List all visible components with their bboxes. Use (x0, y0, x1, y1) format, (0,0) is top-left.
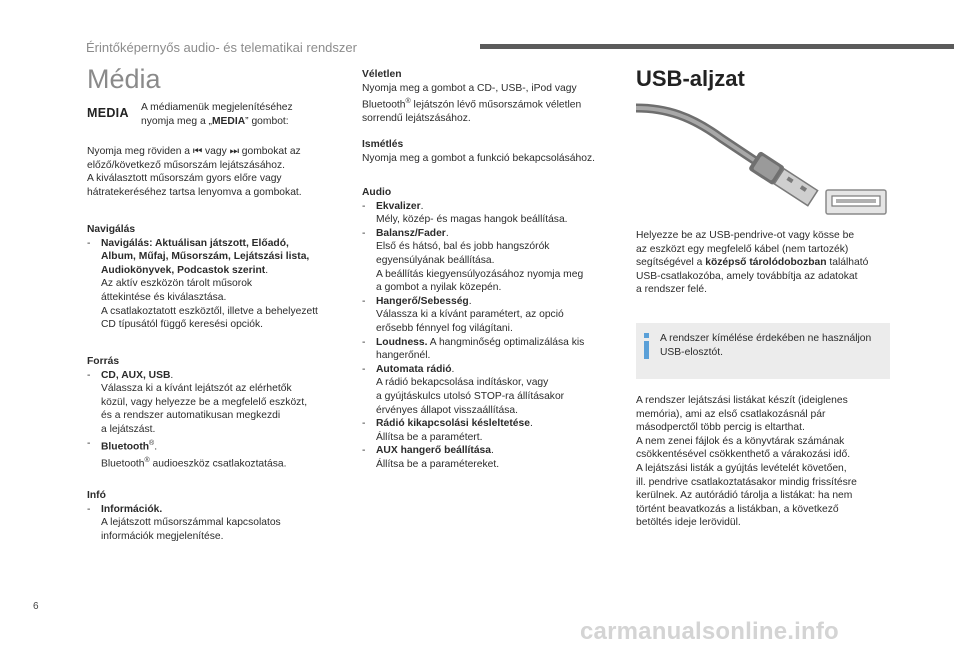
section-title: Audio (362, 187, 392, 198)
source-line: Válassza ki a kívánt lejátszót az elérhetők (101, 383, 292, 395)
usb-line: a rendszer felé. (636, 284, 707, 296)
info-line: információk megjelenítése. (101, 530, 224, 542)
info-section (87, 489, 342, 543)
audio-item-line: A rádió bekapcsolása indításkor, vagy (376, 377, 549, 389)
audio-item (362, 363, 624, 377)
section-title: Ismétlés (362, 139, 404, 150)
media-intro-line: A médiamenük megjelenítéséhez (141, 102, 293, 113)
watermark-text: carmanualsonline.info (580, 618, 839, 645)
source-item-bold: Bluetooth (101, 440, 150, 452)
audio-item-tail: . (420, 200, 424, 212)
bullet-dash: - (87, 369, 91, 381)
paragraph-line: hátratekeréséhez tartsa lenyomva a gombokat. (87, 186, 302, 198)
bullet-dash: - (87, 503, 91, 515)
audio-item-bold: Hangerő/Sebesség (376, 295, 469, 307)
audio-item (362, 444, 624, 458)
source-line: audioeszköz csatlakoztatása. (149, 458, 287, 469)
bullet-dash: - (362, 363, 366, 375)
nav-item-bold: Audiokönyvek, Podcastok szerint (101, 264, 266, 276)
section-title: Forrás (87, 356, 120, 367)
random-section: Véletlen Nyomja meg a gombot a CD-, USB-, iPod vagy Bluetooth® lejátszón lévő műsorszámok véletlen sorrendű lejátszásához. (362, 69, 582, 125)
usb-line: csökkentésével csökkenthető a várakozási idő. (636, 449, 851, 461)
audio-item-line: erősebb fénnyel fog világítani. (376, 322, 513, 334)
media-intro-text: ” gombot: (245, 115, 289, 127)
nav-line: CD típusától függő keresési opciók. (101, 319, 263, 331)
random-line: lejátszón lévő műsorszámok véletlen (410, 99, 582, 111)
audio-item-tail: . (491, 445, 494, 457)
usb-line: történt beavatkozás a listákban, a következő (636, 503, 839, 515)
repeat-line: Nyomja meg a gombot a funkció bekapcsolásához. (362, 152, 595, 164)
section-heading-usb: USB-aljzat (636, 66, 745, 91)
media-button-icon: MEDIA (87, 106, 129, 120)
usb-plug-illustration (636, 98, 890, 216)
nav-item-bold: Navigálás: Aktuálisan játszott, Előadó, (101, 237, 289, 249)
playback-paragraph (87, 145, 337, 199)
nav-line: A csatlakoztatott eszköztől, illetve a behelyezett (101, 305, 318, 317)
audio-item-bold: Automata rádió (376, 363, 452, 375)
source-line: Bluetooth (101, 458, 145, 469)
audio-item (362, 200, 624, 214)
usb-line: Helyezze be az USB-pendrive-ot vagy kösse be (636, 230, 855, 241)
audio-item-tail: . (529, 418, 533, 430)
info-icon (644, 333, 649, 359)
nav-section: Navigálás - Navigálás: Aktuálisan játszott, Előadó, Album, Műfaj, Műsorszám, Lejátszási lista, Audiokönyvek, Podcastok szerint. Az aktív eszközön tárolt műsorok áttekintése és kiválasztása. A csatlakoztatott eszköztől, illetve a behelyezett CD típusától függő keresési opciók. (87, 223, 342, 332)
media-intro (141, 101, 341, 128)
usb-line: memória), ami az első csatlakozásnál pár (636, 408, 826, 420)
paragraph-line: Nyomja meg röviden a ⏮ vagy ⏭ gombokat az (87, 146, 301, 157)
bullet-dash: - (87, 437, 91, 449)
usb-line: kerülnek. Az autórádió tárolja a listákat: ha nem (636, 490, 853, 502)
bullet-dash: - (362, 336, 366, 348)
info-note-box (636, 323, 890, 379)
source-item-bold: CD, AUX, USB (101, 369, 171, 381)
info-note-line: A rendszer kímélése érdekében ne használjon (660, 333, 872, 344)
usb-line-bold: középső tárolódobozban (705, 257, 827, 269)
audio-item-line: érvényes állapot visszaállítása. (376, 404, 518, 416)
audio-item-line: a gyújtáskulcs utolsó STOP-ra állításakor (376, 390, 565, 402)
audio-item (362, 417, 624, 431)
usb-line: A nem zenei fájlok és a könyvtárak számának (636, 435, 845, 447)
usb-line: található (826, 257, 869, 269)
audio-item-bold: Ekvalizer (376, 200, 421, 212)
usb-paragraph-1 (636, 229, 898, 297)
bullet-dash: - (362, 418, 366, 430)
info-note-line: USB-elosztót. (660, 346, 723, 358)
section-title: Navigálás (87, 224, 136, 235)
source-section: Forrás - CD, AUX, USB. Válassza ki a kívánt lejátszót az elérhetők közül, vagy helyezze be a megfelelő eszközt, és a rendszer automatikusan megkezdi a lejátszást. - Bluetooth®. Bluetooth® audioeszköz csatlakoztatása. (87, 355, 342, 471)
nav-line: áttekintése és kiválasztása. (101, 291, 227, 303)
usb-line: USB-csatlakozóba, amely továbbítja az adatokat (636, 270, 858, 282)
paragraph-line: A kiválasztott műsorszám gyors előre vagy (87, 173, 282, 185)
random-line: Bluetooth (362, 99, 406, 111)
audio-item-line: Válassza ki a kívánt paramétert, az opció (376, 309, 564, 321)
bullet-dash: - (362, 295, 366, 307)
random-line: sorrendű lejátszásához. (362, 113, 471, 125)
document-header-title: Érintőképernyős audio- és telematikai rendszer (86, 40, 357, 55)
nav-item-bold: Album, Műfaj, Műsorszám, Lejátszási lista, (101, 251, 310, 263)
audio-item-line: egyensúlyának beállítása. (376, 254, 495, 266)
audio-item (362, 336, 624, 350)
audio-item-line: Első és hátsó, bal és jobb hangszórók (376, 241, 550, 253)
section-title: Véletlen (362, 69, 402, 80)
audio-item-tail: . (451, 363, 455, 375)
section-heading-media: Média (87, 64, 161, 94)
audio-item-bold: Loudness. (376, 336, 428, 348)
audio-item-line: a gombot a nyilak közepén. (376, 282, 502, 294)
audio-item (362, 227, 624, 241)
bullet-dash: - (362, 445, 366, 457)
usb-line: másodperctől több percig is eltarthat. (636, 422, 805, 434)
usb-line: az eszközt egy megfelelő kábel (nem tartozék) (636, 243, 849, 255)
audio-item-tail: A hangminőség optimalizálása kis (427, 336, 585, 348)
audio-item-bold: AUX hangerő beállítása (376, 445, 492, 457)
repeat-section (362, 138, 622, 165)
source-line: a lejátszást. (101, 423, 156, 435)
media-intro-bold: MEDIA (211, 115, 246, 127)
audio-item-bold: Rádió kikapcsolási késleltetése (376, 418, 530, 430)
audio-item-line: Mély, közép- és magas hangok beállítása. (376, 214, 568, 226)
media-intro-text: nyomja meg a „ (141, 115, 212, 127)
audio-section (362, 186, 624, 471)
usb-line: ill. pendrive csatlakoztatásakor mindig frissítésre (636, 476, 857, 488)
audio-item-bold: Balansz/Fader (376, 227, 446, 239)
bullet-dash: - (87, 237, 91, 249)
header-rule (480, 44, 954, 49)
audio-item-line: A beállítás kiegyensúlyozásához nyomja meg (376, 268, 584, 280)
usb-line: segítségével a (636, 257, 706, 269)
audio-item-tail: . (445, 227, 449, 239)
bullet-dash: - (362, 227, 366, 239)
section-title: Infó (87, 490, 106, 501)
info-line: A lejátszott műsorszámmal kapcsolatos (101, 517, 281, 529)
usb-line: betöltés ideje lerövidül. (636, 517, 741, 529)
audio-item-line: hangerőnél. (376, 350, 431, 362)
usb-line: A lejátszási listák a gyújtás levételét követően, (636, 462, 847, 474)
audio-item-line: Állítsa be a paramétert. (376, 431, 483, 443)
audio-item-line: Állítsa be a paramétereket. (376, 458, 500, 470)
info-note-text (660, 332, 886, 359)
random-line: Nyomja meg a gombot a CD-, USB-, iPod vagy (362, 82, 577, 94)
bullet-dash: - (362, 200, 366, 212)
nav-line: Az aktív eszközön tárolt műsorok (101, 278, 253, 290)
paragraph-line: előző/következő műsorszám lejátszásához. (87, 159, 286, 171)
usb-line: A rendszer lejátszási listákat készít (ideiglenes (636, 395, 848, 406)
source-line: és a rendszer automatikusan megkezdi (101, 410, 281, 422)
info-item-bold: Információk. (101, 503, 163, 515)
usb-paragraph-2 (636, 394, 898, 530)
audio-item-tail: . (468, 295, 472, 307)
audio-item (362, 295, 624, 309)
source-line: közül, vagy helyezze be a megfelelő eszközt, (101, 396, 308, 408)
page-number: 6 (33, 601, 39, 612)
